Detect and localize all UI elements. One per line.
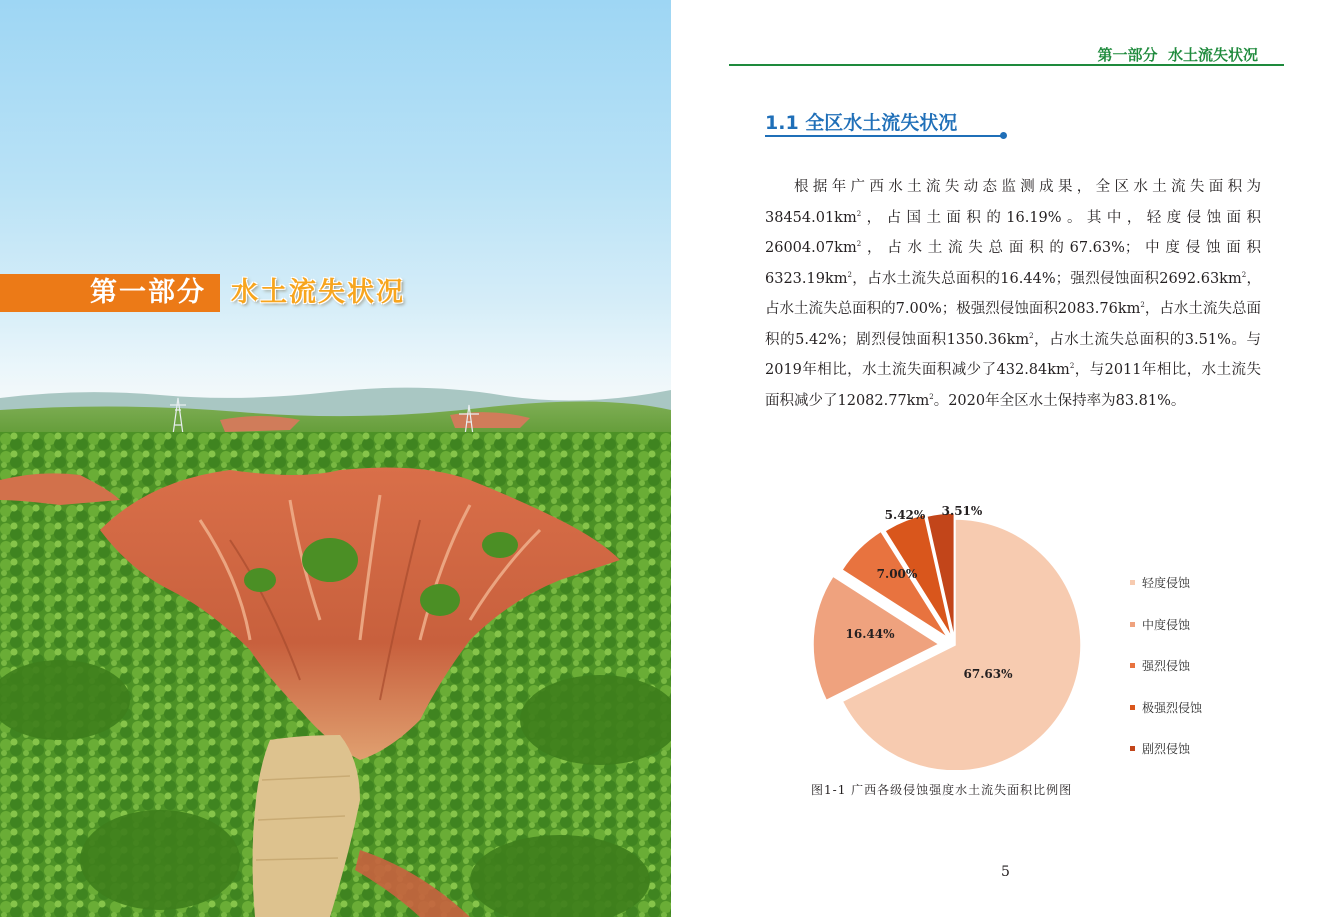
superscript: 2 xyxy=(1029,331,1034,340)
legend-label: 强烈侵蚀 xyxy=(1142,659,1191,673)
pie-data-label-1: 67.63% xyxy=(963,667,1013,681)
pie-data-label-3: 7.00% xyxy=(876,567,918,581)
body-text: ，与2011年相比，水土流失面积减少了12082.77km xyxy=(765,362,1261,409)
pie-data-label-4: 5.42% xyxy=(884,508,926,522)
pie-data-label-5: 3.51% xyxy=(941,504,983,518)
superscript: 2 xyxy=(1140,301,1145,310)
body-text: ，占水土流失总面积的7.00%；极强烈侵蚀面积2083.76km xyxy=(765,270,1261,317)
figure-caption: 图1-1 广西各级侵蚀强度水土流失面积比例图 xyxy=(811,783,1073,797)
legend-swatch xyxy=(1130,705,1135,710)
superscript: 2 xyxy=(1069,362,1075,371)
section-underline-dot xyxy=(1000,132,1007,139)
body-text: ，占水土流失总面积的3.51%。与2019年相比，水土流失面积减少了432.84km xyxy=(765,331,1262,378)
legend-label: 剧烈侵蚀 xyxy=(1142,742,1191,756)
legend-label: 中度侵蚀 xyxy=(1142,617,1191,632)
pie-chart xyxy=(800,490,1100,770)
body-text: ，占水土流失总面积的67.63%；中度侵蚀面积6323.19km xyxy=(765,240,1261,287)
legend-item xyxy=(1130,616,1202,658)
superscript: 2 xyxy=(847,270,852,279)
body-text: ，占水土流失总面积的5.42%；剧烈侵蚀面积1350.36km xyxy=(765,301,1262,348)
legend-swatch xyxy=(1130,622,1135,627)
body-text: ，占国土面积的16.19%。其中，轻度侵蚀面积26004.07km xyxy=(765,209,1261,256)
legend-swatch xyxy=(1130,663,1135,668)
page-number: 5 xyxy=(1001,864,1010,880)
superscript: 2 xyxy=(1241,270,1247,279)
legend-label: 极强烈侵蚀 xyxy=(1142,700,1203,715)
pie-data-label-2: 16.44% xyxy=(845,627,895,641)
superscript: 2 xyxy=(929,392,934,401)
superscript: 2 xyxy=(856,240,862,249)
header-rule xyxy=(729,64,1284,66)
legend-label: 轻度侵蚀 xyxy=(1142,576,1191,590)
legend-item xyxy=(1130,574,1202,616)
section-underline xyxy=(765,135,1003,137)
banner-title: 水土流失状况 xyxy=(231,277,405,308)
section-title: 1.1 全区水土流失状况 xyxy=(765,112,958,134)
legend-item xyxy=(1130,699,1202,741)
superscript: 2 xyxy=(856,209,862,218)
legend-swatch xyxy=(1130,580,1135,585)
running-header: 第一部分 水土流失状况 xyxy=(1097,46,1258,64)
body-paragraph xyxy=(765,172,1261,416)
body-text: 根据年广西水土流失动态监测成果，全区水土流失面积为38454.01km xyxy=(765,179,1261,226)
legend-item xyxy=(1130,657,1202,699)
body-text: 。2020年全区水土保持率为83.81%。 xyxy=(933,392,1186,409)
legend-swatch xyxy=(1130,746,1135,751)
chart-legend xyxy=(1130,574,1202,782)
banner-part-label: 第一部分 xyxy=(90,277,206,308)
legend-item xyxy=(1130,740,1202,782)
body-text: ，占水土流失总面积的16.44%；强烈侵蚀面积2692.63km xyxy=(851,270,1242,287)
